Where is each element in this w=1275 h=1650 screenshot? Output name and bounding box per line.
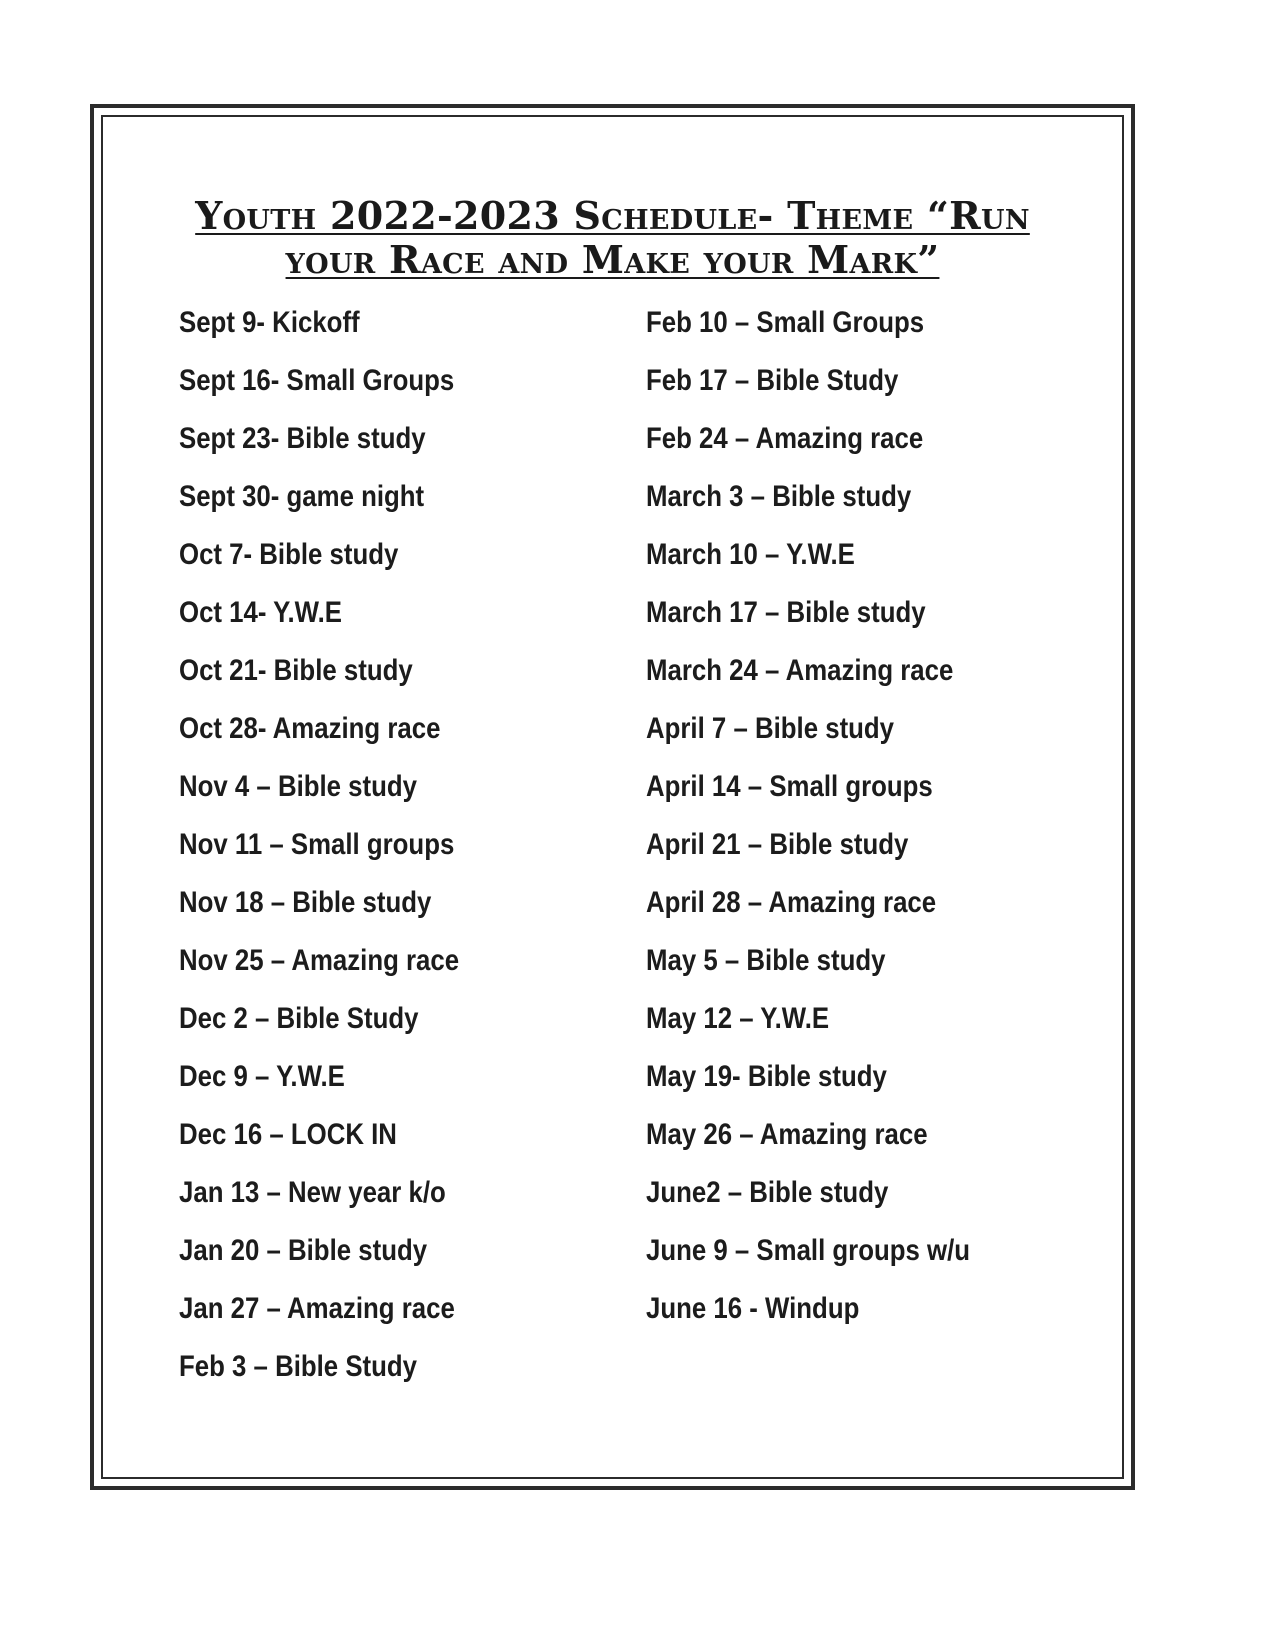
schedule-entry: Feb 10 – Small Groups	[646, 306, 925, 339]
schedule-entry: Nov 25 – Amazing race	[179, 944, 460, 977]
schedule-entry: Feb 24 – Amazing race	[646, 422, 924, 455]
schedule-entry: April 28 – Amazing race	[646, 886, 937, 919]
schedule-entry: April 21 – Bible study	[646, 828, 909, 861]
schedule-entry: Dec 16 – LOCK IN	[179, 1118, 397, 1151]
schedule-entry: Feb 3 – Bible Study	[179, 1350, 417, 1383]
schedule-entry: Nov 4 – Bible study	[179, 770, 418, 803]
schedule-entry: May 19- Bible study	[646, 1060, 887, 1093]
schedule-entry: Sept 30- game night	[179, 480, 425, 513]
schedule-entry: Feb 17 – Bible Study	[646, 364, 899, 397]
schedule-entry: Oct 14- Y.W.E	[179, 596, 342, 629]
schedule-column-left	[179, 294, 505, 1396]
schedule-entry: March 10 – Y.W.E	[646, 538, 855, 571]
schedule-entry: Dec 2 – Bible Study	[179, 1002, 419, 1035]
schedule-entry: Sept 23- Bible study	[179, 422, 426, 455]
schedule-entry: April 14 – Small groups	[646, 770, 933, 803]
schedule-entry: Oct 28- Amazing race	[179, 712, 441, 745]
schedule-entry: Sept 16- Small Groups	[179, 364, 455, 397]
schedule-entry: May 26 – Amazing race	[646, 1118, 928, 1151]
schedule-entry: Dec 9 – Y.W.E	[179, 1060, 345, 1093]
schedule-entry: Jan 13 – New year k/o	[179, 1176, 446, 1209]
title-line-2: your Race and Make your Mark”	[285, 237, 940, 282]
schedule-entry: Jan 27 – Amazing race	[179, 1292, 455, 1325]
schedule-entry: Jan 20 – Bible study	[179, 1234, 428, 1267]
schedule-entry: Nov 18 – Bible study	[179, 886, 432, 919]
schedule-entry: Sept 9- Kickoff	[179, 306, 360, 339]
schedule-entry: Nov 11 – Small groups	[179, 828, 455, 861]
schedule-entry: Oct 7- Bible study	[179, 538, 399, 571]
schedule-column-right	[646, 294, 1023, 1338]
schedule-entry: May 12 – Y.W.E	[646, 1002, 830, 1035]
schedule-entry: March 17 – Bible study	[646, 596, 926, 629]
page-title	[194, 194, 1031, 282]
schedule-entry: March 3 – Bible study	[646, 480, 912, 513]
schedule-entry: March 24 – Amazing race	[646, 654, 954, 687]
title-line-1: Youth 2022-2023 Schedule- Theme “Run	[195, 193, 1030, 238]
schedule-entry: June2 – Bible study	[646, 1176, 889, 1209]
schedule-entry: Oct 21- Bible study	[179, 654, 413, 687]
schedule-entry: May 5 – Bible study	[646, 944, 886, 977]
schedule-frame	[90, 104, 1135, 1490]
schedule-entry: June 16 - Windup	[646, 1292, 860, 1325]
schedule-entry: June 9 – Small groups w/u	[646, 1234, 971, 1267]
schedule-entry: April 7 – Bible study	[646, 712, 895, 745]
